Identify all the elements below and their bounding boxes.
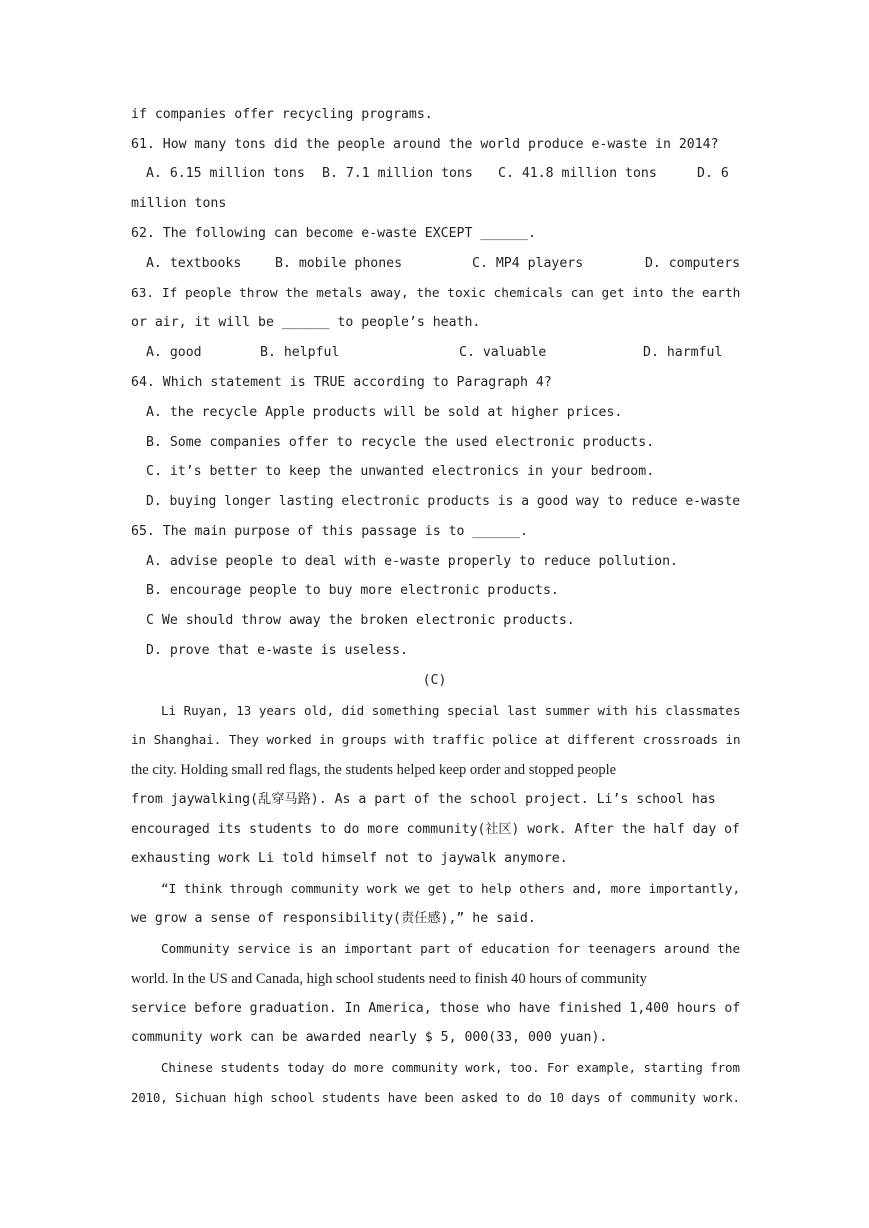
question-63: 63. If people throw the metals away, the toxic chemicals can get into the earth bbox=[131, 286, 741, 301]
paragraph-line: community work can be awarded nearly $ 5, 000(33, 000 yuan). bbox=[131, 1030, 608, 1045]
question-62: 62. The following can become e-waste EXCEPT ______. bbox=[131, 226, 536, 241]
paragraph-line: encouraged its students to do more community(社区) work. After the half day of bbox=[131, 822, 740, 837]
option-62-b: B. mobile phones bbox=[275, 256, 403, 271]
option-61-b: B. 7.1 million tons bbox=[322, 166, 473, 181]
question-61: 61. How many tons did the people around the world produce e-waste in 2014? bbox=[131, 137, 719, 152]
paragraph-line: we grow a sense of responsibility(责任感),” he said. bbox=[131, 911, 536, 926]
question-65: 65. The main purpose of this passage is to ______. bbox=[131, 524, 528, 539]
option-65-a: A. advise people to deal with e-waste properly to reduce pollution. bbox=[146, 554, 678, 569]
paragraph-line: Chinese students today do more community work, too. For example, starting from bbox=[161, 1061, 740, 1075]
option-61-a: A. 6.15 million tons bbox=[146, 166, 305, 181]
option-64-a: A. the recycle Apple products will be sold at higher prices. bbox=[146, 405, 623, 420]
option-65-d: D. prove that e-waste is useless. bbox=[146, 643, 409, 658]
paragraph-line: Community service is an important part of education for teenagers around the bbox=[161, 941, 741, 956]
question-64: 64. Which statement is TRUE according to Paragraph 4? bbox=[131, 375, 552, 390]
option-64-d: D. buying longer lasting electronic products is a good way to reduce e-waste bbox=[146, 494, 741, 509]
paragraph-line: “I think through community work we get to help others and, more importantly, bbox=[161, 881, 741, 896]
option-65-b: B. encourage people to buy more electronic products. bbox=[146, 583, 559, 598]
option-63-a: A. good bbox=[146, 345, 202, 360]
option-64-b: B. Some companies offer to recycle the used electronic products. bbox=[146, 435, 655, 450]
paragraph-line: in Shanghai. They worked in groups with traffic police at different crossroads in bbox=[131, 732, 741, 747]
option-62-c: C. MP4 players bbox=[472, 256, 584, 271]
paragraph-line: exhausting work Li told himself not to jaywalk anymore. bbox=[131, 851, 568, 866]
paragraph-line: Li Ruyan, 13 years old, did something special last summer with his classmates bbox=[161, 703, 741, 718]
option-63-d: D. harmful bbox=[643, 345, 723, 360]
option-64-c: C. it’s better to keep the unwanted electronics in your bedroom. bbox=[146, 464, 655, 479]
section-heading: (C) bbox=[422, 673, 447, 688]
text-line: if companies offer recycling programs. bbox=[131, 107, 433, 122]
paragraph-line: service before graduation. In America, those who have finished 1,400 hours of bbox=[131, 1001, 741, 1016]
option-62-a: A. textbooks bbox=[146, 256, 242, 271]
option-65-c: C We should throw away the broken electronic products. bbox=[146, 613, 575, 628]
option-61-d: D. 6 bbox=[697, 166, 729, 181]
option-62-d: D. computers bbox=[645, 256, 741, 271]
option-61-d-cont: million tons bbox=[131, 196, 227, 211]
option-63-c: C. valuable bbox=[459, 345, 547, 360]
paragraph-line: from jaywalking(乱穿马路). As a part of the school project. Li’s school has bbox=[131, 792, 716, 807]
option-63-b: B. helpful bbox=[260, 345, 340, 360]
question-63-cont: or air, it will be ______ to people’s heath. bbox=[131, 315, 481, 330]
paragraph-line: the city. Holding small red flags, the students helped keep order and stopped people bbox=[131, 762, 617, 778]
paragraph-line: world. In the US and Canada, high school students need to finish 40 hours of community bbox=[131, 971, 647, 987]
option-61-c: C. 41.8 million tons bbox=[498, 166, 657, 181]
paragraph-line: 2010, Sichuan high school students have been asked to do 10 days of community work. bbox=[131, 1091, 741, 1105]
